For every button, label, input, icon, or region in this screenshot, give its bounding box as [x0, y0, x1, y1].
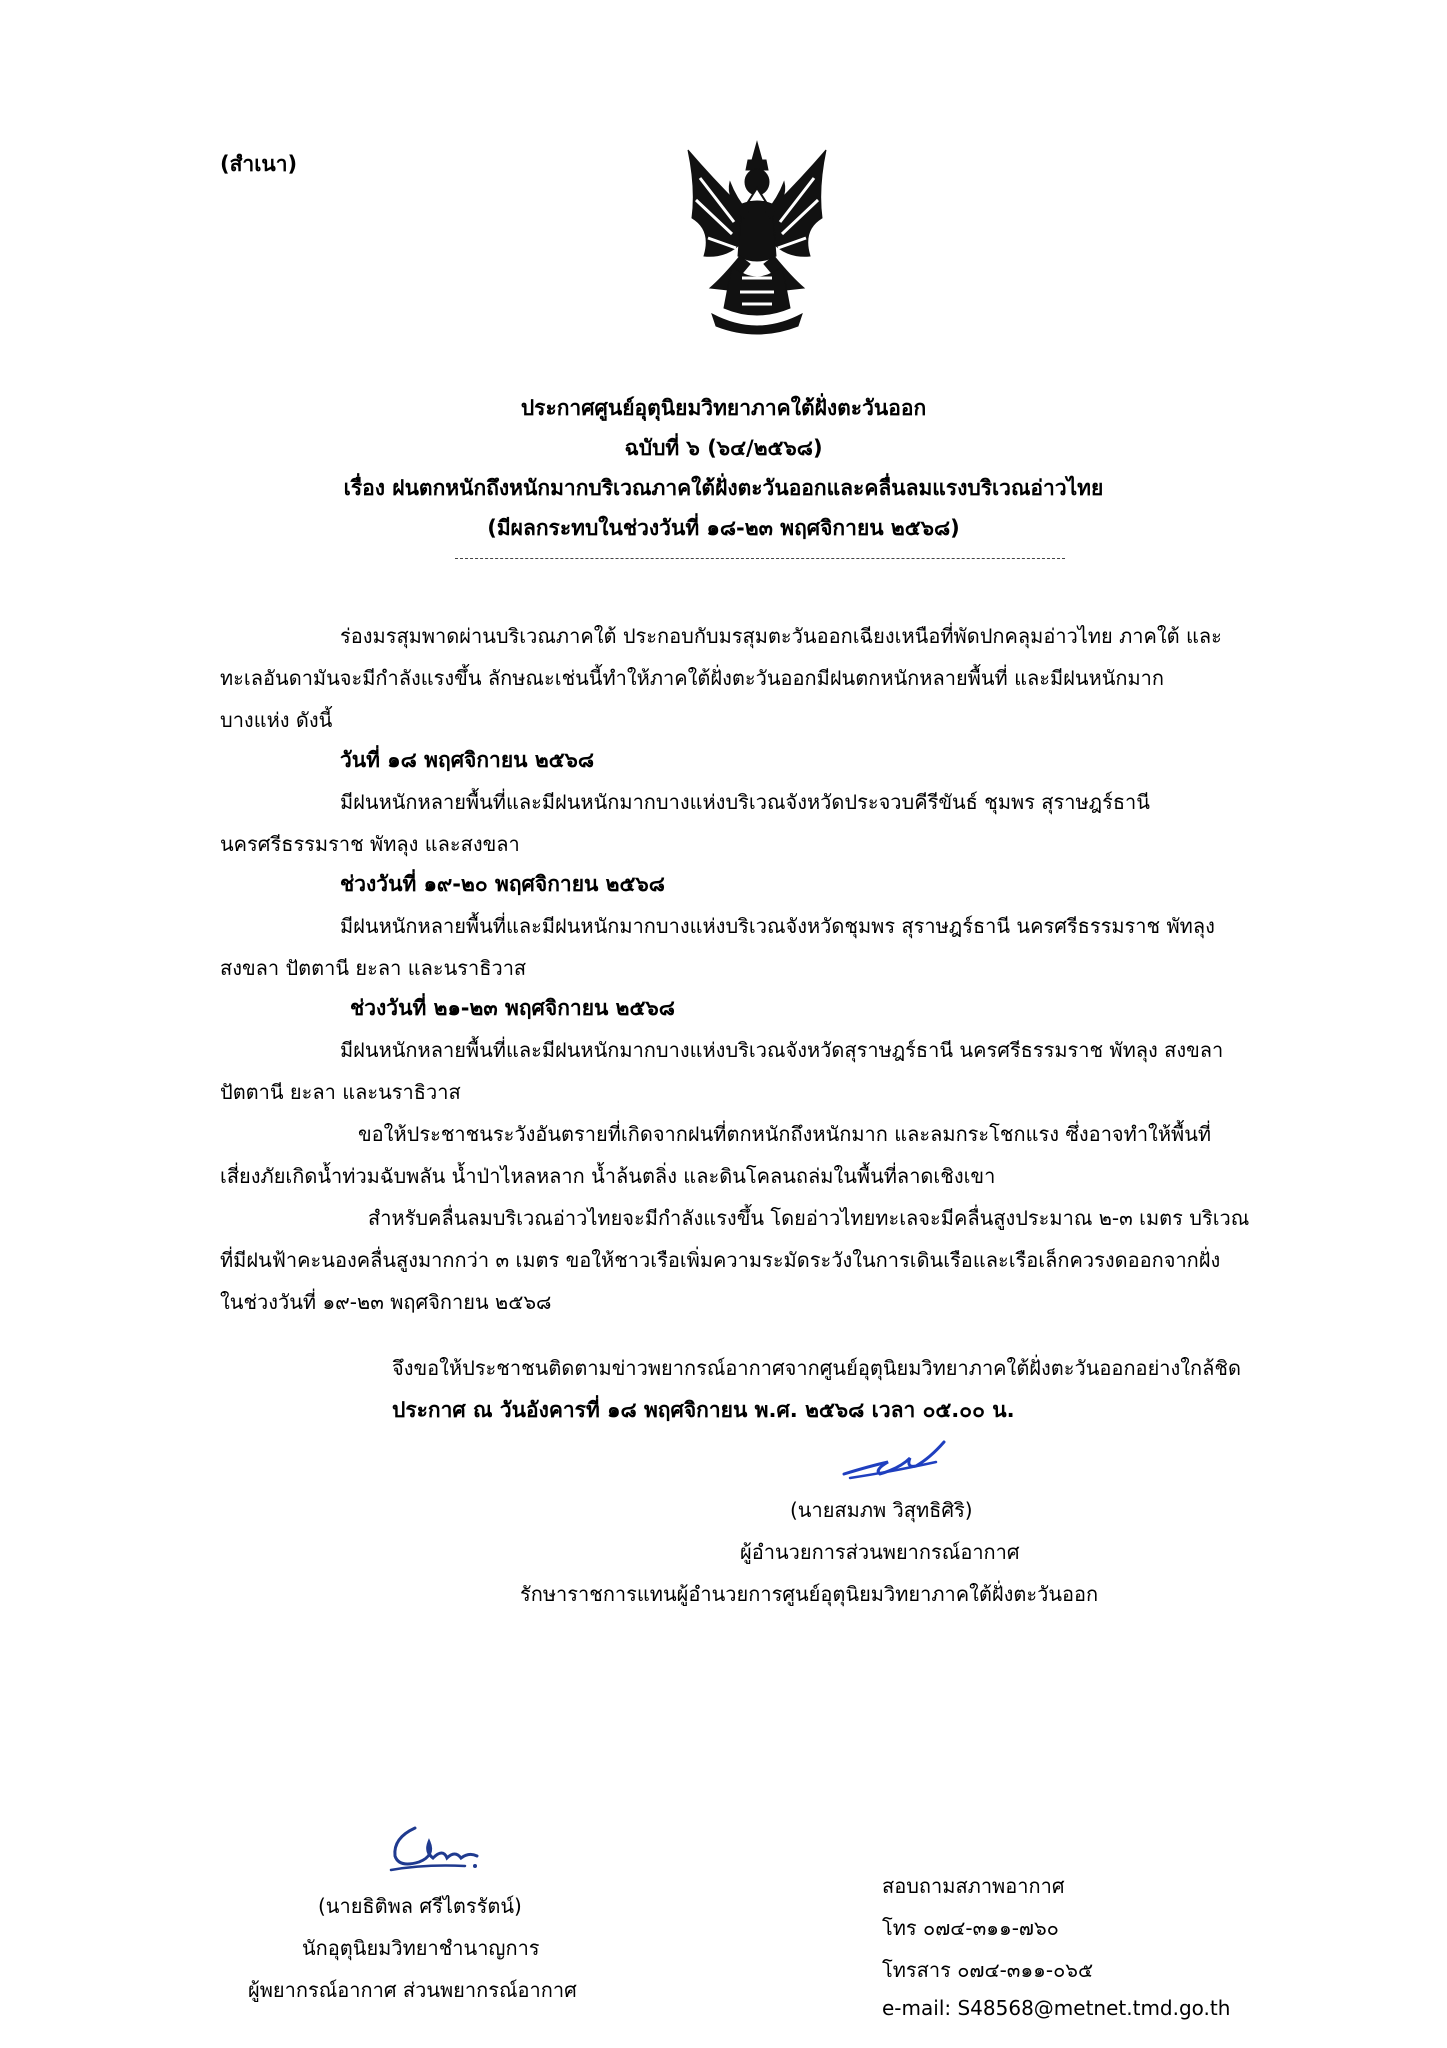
divider [455, 558, 1065, 559]
forecast-day-line: มีฝนหนักหลายพื้นที่และมีฝนหนักมากบางแห่งบริเวณจังหวัดประจวบคีรีขันธ์ ชุมพร สุราษฎร์ธานี [340, 790, 1150, 814]
forecaster-role: ผู้พยากรณ์อากาศ ส่วนพยากรณ์อากาศ [248, 1978, 577, 2002]
intro-line: ร่องมรสุมพาดผ่านบริเวณภาคใต้ ประกอบกับมรสุมตะวันออกเฉียงเหนือที่พัดปกคลุมอ่าวไทย ภาคใต้ และ [340, 624, 1222, 648]
forecast-day-line: สงขลา ปัตตานี ยะลา และนราธิวาส [220, 956, 527, 980]
forecast-day-line: ปัตตานี ยะลา และนราธิวาส [220, 1080, 461, 1104]
warning-line: เสี่ยงภัยเกิดน้ำท่วมฉับพลัน น้ำป่าไหลหลาก น้ำล้นตลิ่ง และดินโคลนถล่มในพื้นที่ลาดเชิงเขา [220, 1164, 996, 1188]
waves-line: ในช่วงวันที่ ๑๙-๒๓ พฤศจิกายน ๒๕๖๘ [220, 1290, 552, 1314]
announcement-effect-period: (มีผลกระทบในช่วงวันที่ ๑๘-๒๓ พฤศจิกายน ๒๕๖๘) [487, 516, 960, 540]
director-position: ผู้อำนวยการส่วนพยากรณ์อากาศ [740, 1540, 1020, 1564]
forecast-day-heading: วันที่ ๑๘ พฤศจิกายน ๒๕๖๘ [340, 748, 595, 772]
forecast-day-heading: ช่วงวันที่ ๑๙-๒๐ พฤศจิกายน ๒๕๖๘ [340, 872, 665, 896]
intro-line: ทะเลอันดามันจะมีกำลังแรงขึ้น ลักษณะเช่นนี้ทำให้ภาคใต้ฝั่งตะวันออกมีฝนตกหนักหลายพื้นที่ และมีฝนหนักมาก [220, 666, 1165, 690]
forecast-day-heading: ช่วงวันที่ ๒๑-๒๓ พฤศจิกายน ๒๕๖๘ [350, 996, 675, 1020]
copy-mark: (สำเนา) [220, 152, 298, 176]
contact-heading: สอบถามสภาพอากาศ [882, 1874, 1065, 1898]
warning-line: ขอให้ประชาชนระวังอันตรายที่เกิดจากฝนที่ตกหนักถึงหนักมาก และลมกระโชกแรง ซึ่งอาจทำให้พื้นที่ [358, 1122, 1212, 1146]
director-acting-title: รักษาราชการแทนผู้อำนวยการศูนย์อุตุนิยมวิทยาภาคใต้ฝั่งตะวันออก [520, 1582, 1099, 1606]
intro-line: บางแห่ง ดังนี้ [220, 708, 333, 732]
garuda-emblem-icon [682, 138, 832, 338]
director-signature-icon [840, 1436, 950, 1486]
contact-fax: โทรสาร ๐๗๔-๓๑๑-๐๖๕ [882, 1958, 1094, 1982]
announcement-subject: เรื่อง ฝนตกหนักถึงหนักมากบริเวณภาคใต้ฝั่งตะวันออกและคลื่นลมแรงบริเวณอ่าวไทย [343, 476, 1104, 500]
announcement-date: ประกาศ ณ วันอังคารที่ ๑๘ พฤศจิกายน พ.ศ. ๒๕๖๘ เวลา ๐๕.๐๐ น. [392, 1398, 1015, 1422]
director-name: (นายสมภพ วิสุทธิศิริ) [790, 1498, 973, 1522]
forecast-day-line: นครศรีธรรมราช พัทลุง และสงขลา [220, 832, 520, 856]
announcement-title: ประกาศศูนย์อุตุนิยมวิทยาภาคใต้ฝั่งตะวันออก [520, 396, 927, 420]
forecaster-name: (นายธิติพล ศรีไตรรัตน์) [318, 1894, 522, 1918]
forecast-day-line: มีฝนหนักหลายพื้นที่และมีฝนหนักมากบางแห่งบริเวณจังหวัดสุราษฎร์ธานี นครศรีธรรมราช พัทลุง สงขลา [340, 1038, 1224, 1062]
forecaster-title: นักอุตุนิยมวิทยาชำนาญการ [302, 1936, 540, 1960]
closing-follow: จึงขอให้ประชาชนติดตามข่าวพยากรณ์อากาศจากศูนย์อุตุนิยมวิทยาภาคใต้ฝั่งตะวันออกอย่างใกล้ชิด [392, 1356, 1241, 1380]
forecaster-signature-icon [385, 1818, 485, 1878]
announcement-issue: ฉบับที่ ๖ (๖๔/๒๕๖๘) [624, 436, 823, 460]
forecast-day-line: มีฝนหนักหลายพื้นที่และมีฝนหนักมากบางแห่งบริเวณจังหวัดชุมพร สุราษฎร์ธานี นครศรีธรรมราช พัทลุง [340, 914, 1215, 938]
contact-phone: โทร ๐๗๔-๓๑๑-๗๖๐ [882, 1916, 1059, 1940]
waves-line: ที่มีฝนฟ้าคะนองคลื่นสูงมากกว่า ๓ เมตร ขอให้ชาวเรือเพิ่มความระมัดระวังในการเดินเรือและเรือเล็กควรงดออกจากฝั่ง [220, 1248, 1221, 1272]
contact-email: e-mail: S48568@metnet.tmd.go.th [882, 1996, 1231, 2020]
waves-line: สำหรับคลื่นลมบริเวณอ่าวไทยจะมีกำลังแรงขึ้น โดยอ่าวไทยทะเลจะมีคลื่นสูงประมาณ ๒-๓ เมตร บริเวณ [368, 1206, 1250, 1230]
